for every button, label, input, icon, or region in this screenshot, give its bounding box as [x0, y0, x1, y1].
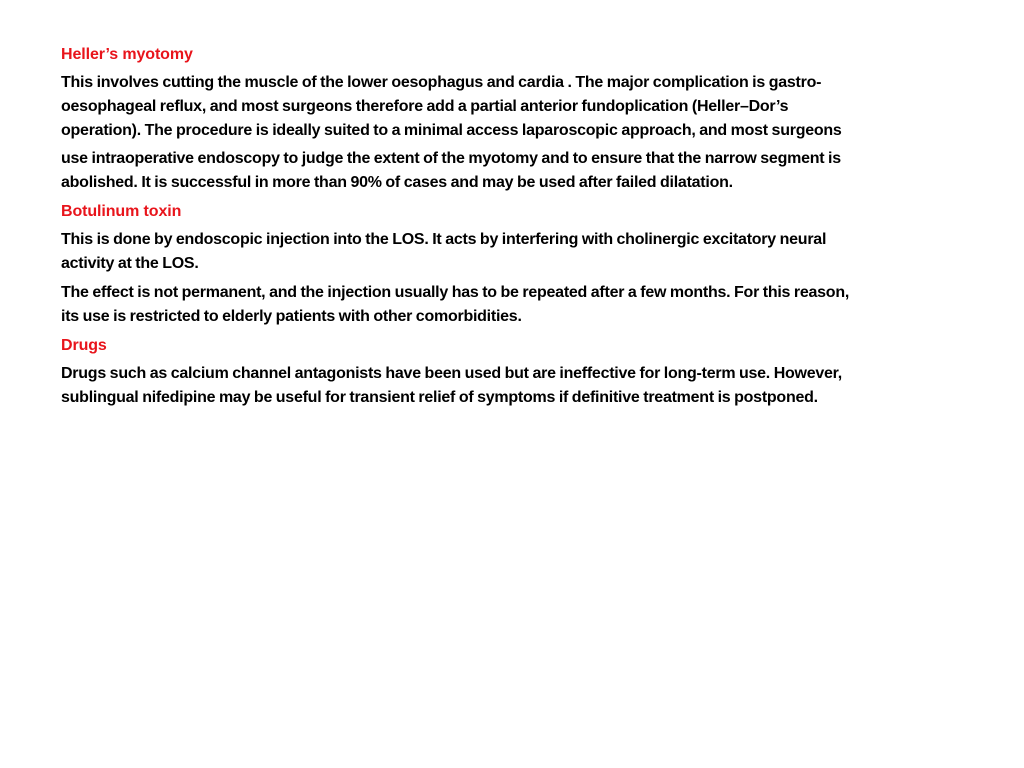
paragraph-botulinum-effect [61, 281, 971, 329]
paragraph-drugs [61, 362, 971, 410]
text-line: This is done by endoscopic injection into the LOS. It acts by interfering with cholinergic excitatory neural [61, 231, 827, 248]
heading-botulinum-toxin: Botulinum toxin [61, 203, 182, 220]
slide-content [61, 43, 971, 415]
heading-hellers-myotomy: Heller’s myotomy [61, 46, 193, 63]
paragraph-botulinum-mechanism [61, 228, 971, 276]
text-line: activity at the LOS. [61, 255, 199, 272]
text-line: operation). The procedure is ideally suited to a minimal access laparoscopic approach, and most surgeons [61, 122, 842, 139]
text-line: sublingual nifedipine may be useful for transient relief of symptoms if definitive treatment is postponed. [61, 389, 818, 406]
text-line: Drugs such as calcium channel antagonists have been used but are ineffective for long-term use. However, [61, 365, 842, 382]
paragraph-hellers-myotomy [61, 71, 971, 195]
text-line: This involves cutting the muscle of the lower oesophagus and cardia . The major complication is gastro- [61, 74, 822, 91]
text-line: its use is restricted to elderly patients with other comorbidities. [61, 308, 522, 325]
heading-drugs: Drugs [61, 337, 107, 354]
text-line: The effect is not permanent, and the injection usually has to be repeated after a few months. For this reason, [61, 284, 850, 301]
text-line: abolished. It is successful in more than 90% of cases and may be used after failed dilatation. [61, 174, 733, 191]
text-line: use intraoperative endoscopy to judge the extent of the myotomy and to ensure that the narrow segment is [61, 150, 841, 167]
text-line: oesophageal reflux, and most surgeons therefore add a partial anterior fundoplication (Heller–Dor’s [61, 98, 789, 115]
